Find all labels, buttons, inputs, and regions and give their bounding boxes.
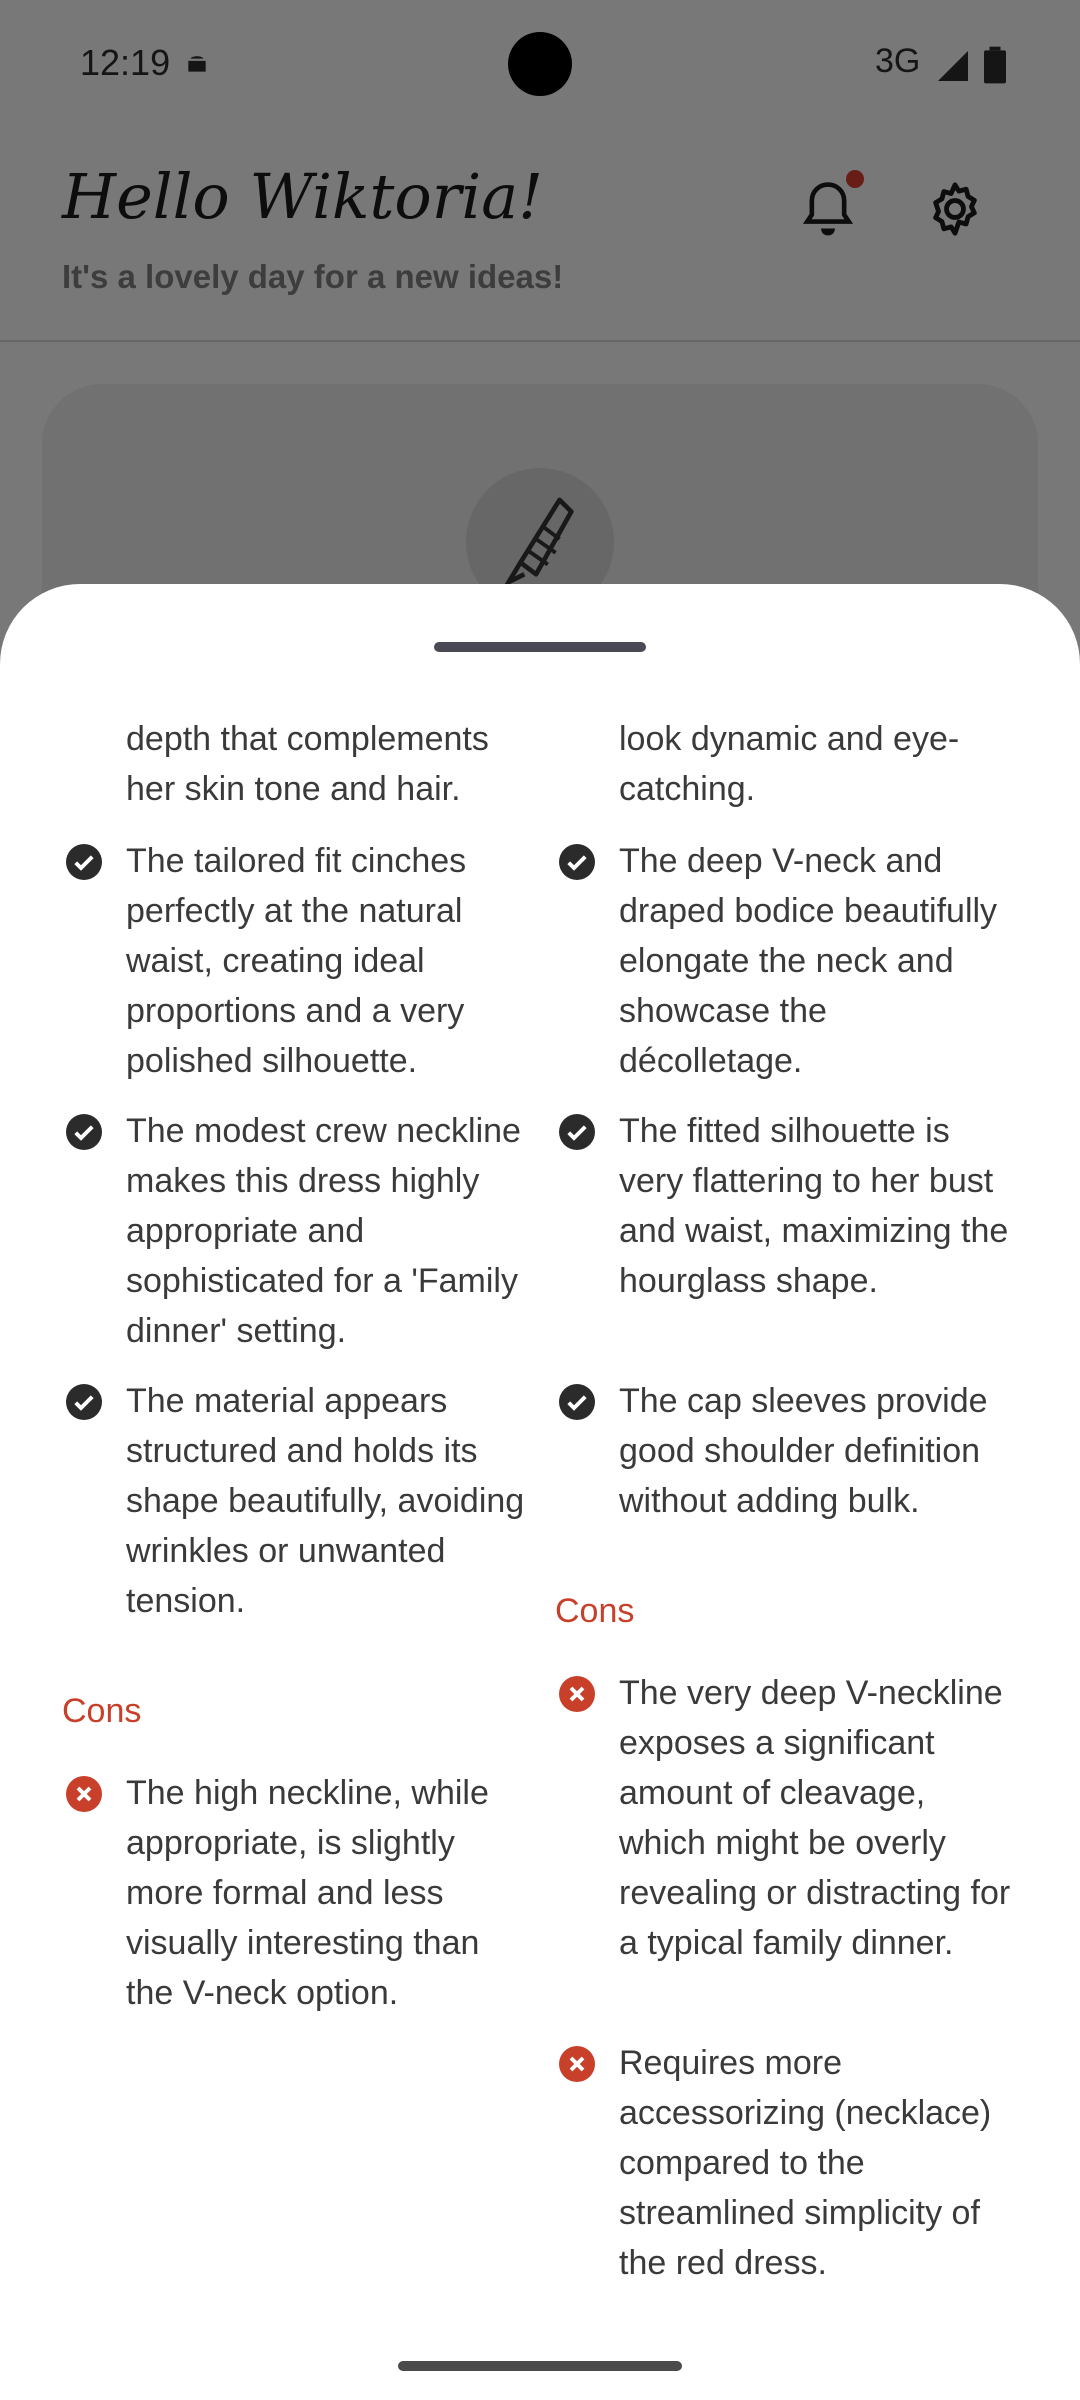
x-circle-icon: [559, 1676, 595, 1712]
pros-continuation-text: look dynamic and eye-catching.: [619, 720, 960, 808]
pro-text: The deep V-neck and draped bodice beautifully elongate the neck and showcase the décolletage.: [619, 842, 998, 1080]
comparison-bottom-sheet: [0, 584, 1080, 2400]
pro-text: The material appears structured and holds its shape beautifully, avoiding wrinkles or unwanted tension.: [126, 1382, 525, 1620]
check-circle-icon: [66, 1114, 102, 1150]
con-text: The very deep V-neckline exposes a significant amount of cleavage, which might be overly revealing or distracting for a typical family dinner.: [619, 1674, 1011, 1962]
cons-heading: Cons: [62, 1692, 142, 1730]
check-circle-icon: [559, 844, 595, 880]
check-circle-icon: [66, 1384, 102, 1420]
pro-text: The fitted silhouette is very flattering to her bust and waist, maximizing the hourglass shape.: [619, 1112, 1009, 1300]
gesture-nav-bar[interactable]: [398, 2361, 682, 2371]
check-circle-icon: [559, 1384, 595, 1420]
con-text: The high neckline, while appropriate, is slightly more formal and less visually interesting than the V-neck option.: [126, 1774, 489, 2012]
x-circle-icon: [66, 1776, 102, 1812]
pro-text: The modest crew neckline makes this dress highly appropriate and sophisticated for a 'Family dinner' setting.: [126, 1112, 521, 1350]
cons-heading: Cons: [555, 1592, 635, 1630]
con-text: Requires more accessorizing (necklace) compared to the streamlined simplicity of the red dress.: [619, 2044, 992, 2282]
pros-continuation-text: depth that complements her skin tone and hair.: [126, 720, 489, 808]
x-circle-icon: [559, 2046, 595, 2082]
sheet-drag-handle[interactable]: [434, 642, 646, 652]
pro-text: The tailored fit cinches perfectly at the natural waist, creating ideal proportions and a very polished silhouette.: [126, 842, 467, 1080]
pro-text: The cap sleeves provide good shoulder definition without adding bulk.: [619, 1382, 988, 1520]
check-circle-icon: [66, 844, 102, 880]
check-circle-icon: [559, 1114, 595, 1150]
